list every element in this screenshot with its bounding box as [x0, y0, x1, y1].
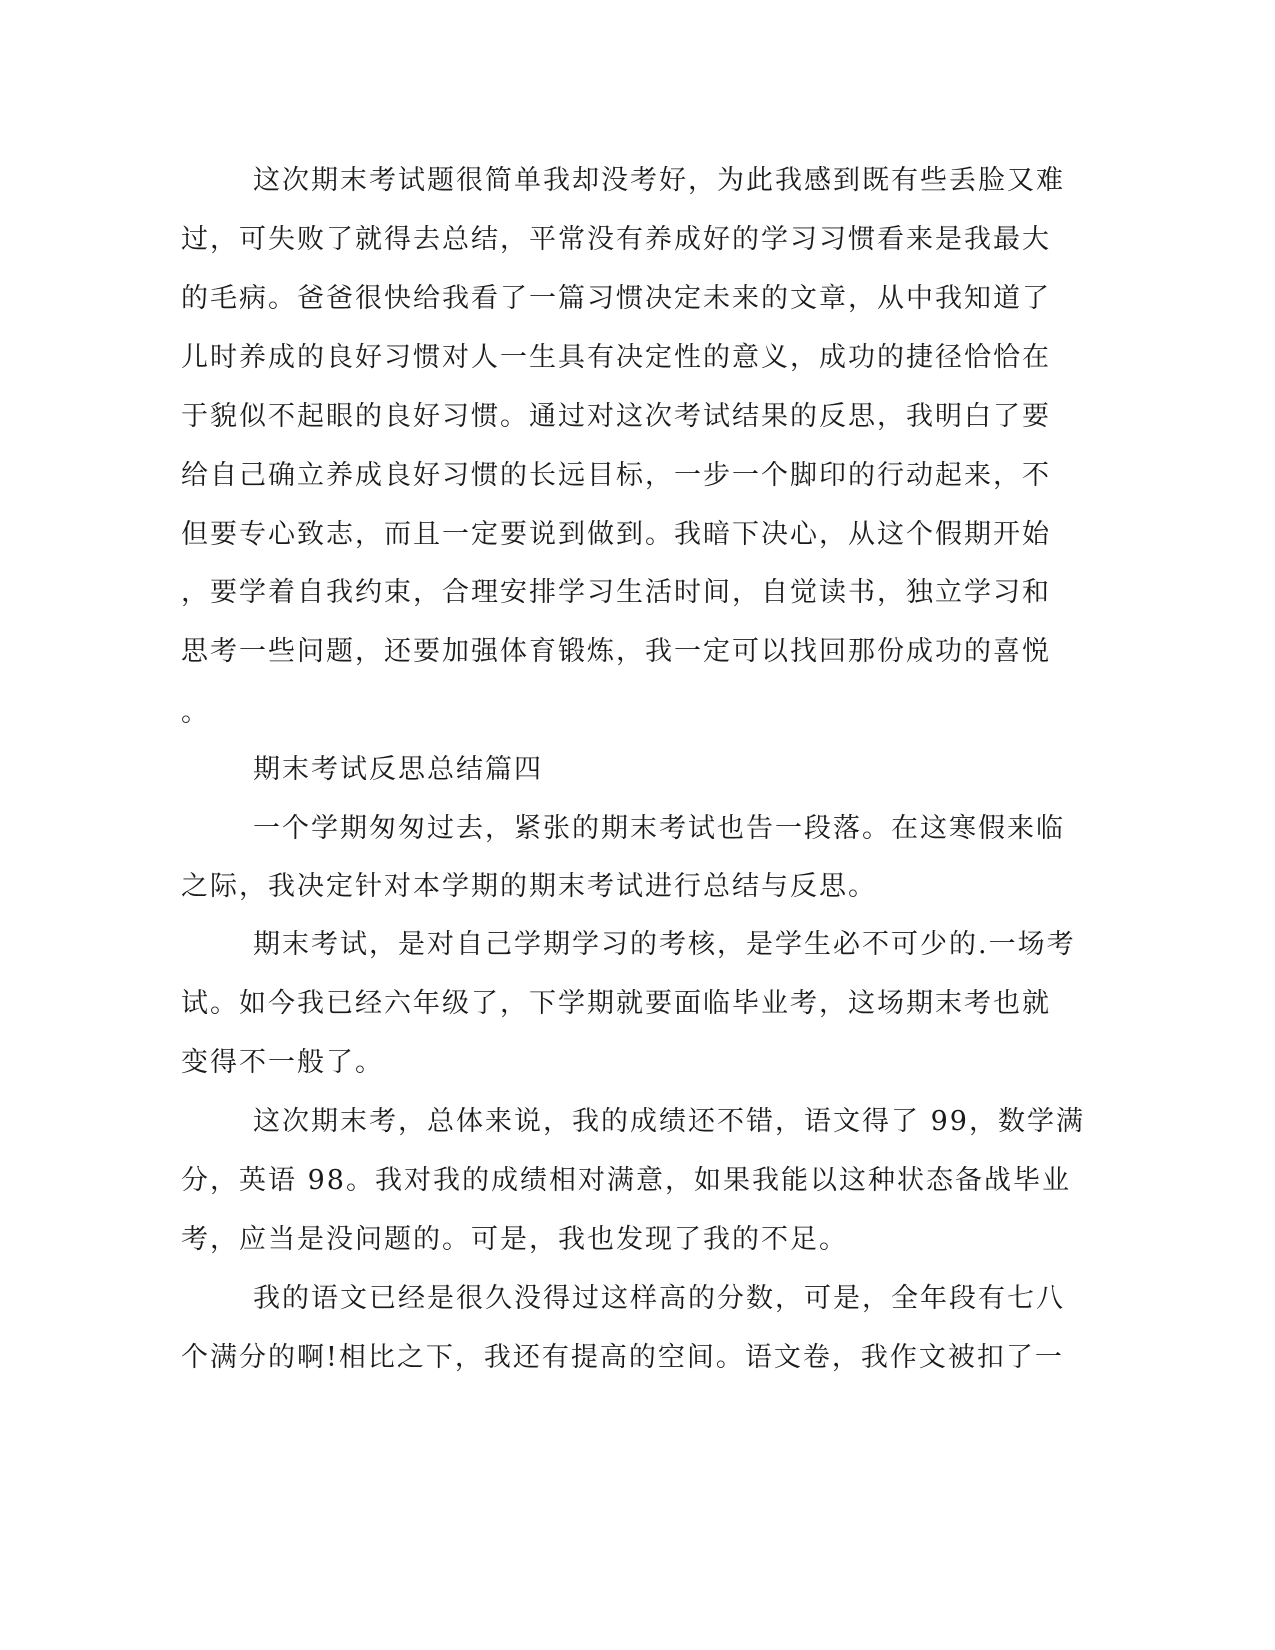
line-text: 之际，我决定针对本学期的期末考试进行总结与反思。: [181, 871, 877, 902]
line-text: 的毛病。爸爸很快给我看了一篇习惯决定未来的文章，从中我知道了: [181, 283, 1051, 314]
section-heading: [0, 740, 1275, 800]
line-text: 给自己确立养成良好习惯的长远目标，一步一个脚印的行动起来，不: [181, 460, 1051, 491]
line-text: 期末考试，是对自己学期学习的考核，是学生必不可少的.一场考: [253, 929, 1076, 960]
paragraph-line: [0, 505, 1275, 565]
line-text: 。: [181, 697, 210, 728]
paragraph-line: [0, 1151, 1275, 1211]
paragraph-line: [0, 269, 1275, 329]
paragraph-line: [0, 563, 1275, 623]
paragraph-line: [0, 387, 1275, 447]
paragraph-line: [0, 151, 1275, 211]
line-text: 一个学期匆匆过去，紧张的期末考试也告一段落。在这寒假来临: [253, 813, 1065, 844]
line-text: 分，英语 98。我对我的成绩相对满意，如果我能以这种状态备战毕业: [181, 1165, 1071, 1196]
paragraph-line: [0, 1033, 1275, 1093]
line-text: 过，可失败了就得去总结，平常没有养成好的学习习惯看来是我最大: [181, 224, 1051, 255]
paragraph-line: [0, 974, 1275, 1034]
paragraph-line: [0, 210, 1275, 270]
paragraph-line: [0, 857, 1275, 917]
heading-text: 期末考试反思总结篇四: [253, 754, 543, 785]
paragraph-line: [0, 1210, 1275, 1270]
line-text: ，要学着自我约束，合理安排学习生活时间，自觉读书，独立学习和: [181, 577, 1051, 608]
line-text: 儿时养成的良好习惯对人一生具有决定性的意义，成功的捷径恰恰在: [181, 342, 1051, 373]
line-text: 个满分的啊!相比之下，我还有提高的空间。语文卷，我作文被扣了一: [181, 1342, 1064, 1373]
line-text: 但要专心致志，而且一定要说到做到。我暗下决心，从这个假期开始: [181, 519, 1051, 550]
paragraph-line: [0, 446, 1275, 506]
paragraph-line: [0, 622, 1275, 682]
paragraph-line: [0, 915, 1275, 975]
line-text: 思考一些问题，还要加强体育锻炼，我一定可以找回那份成功的喜悦: [181, 636, 1051, 667]
paragraph-line: [0, 1269, 1275, 1329]
line-text: 变得不一般了。: [181, 1047, 384, 1078]
line-text: 我的语文已经是很久没得过这样高的分数，可是，全年段有七八: [253, 1283, 1065, 1314]
paragraph-line: [0, 799, 1275, 859]
paragraph-line: [0, 1328, 1275, 1388]
paragraph-line: [0, 683, 1275, 743]
line-text: 这次期末考，总体来说，我的成绩还不错，语文得了 99，数学满: [253, 1106, 1085, 1137]
line-text: 试。如今我已经六年级了，下学期就要面临毕业考，这场期末考也就: [181, 988, 1051, 1019]
line-text: 于貌似不起眼的良好习惯。通过对这次考试结果的反思，我明白了要: [181, 401, 1051, 432]
paragraph-line: [0, 328, 1275, 388]
line-text: 这次期末考试题很简单我却没考好，为此我感到既有些丢脸又难: [253, 165, 1065, 196]
line-text: 考，应当是没问题的。可是，我也发现了我的不足。: [181, 1224, 848, 1255]
paragraph-line: [0, 1092, 1275, 1152]
